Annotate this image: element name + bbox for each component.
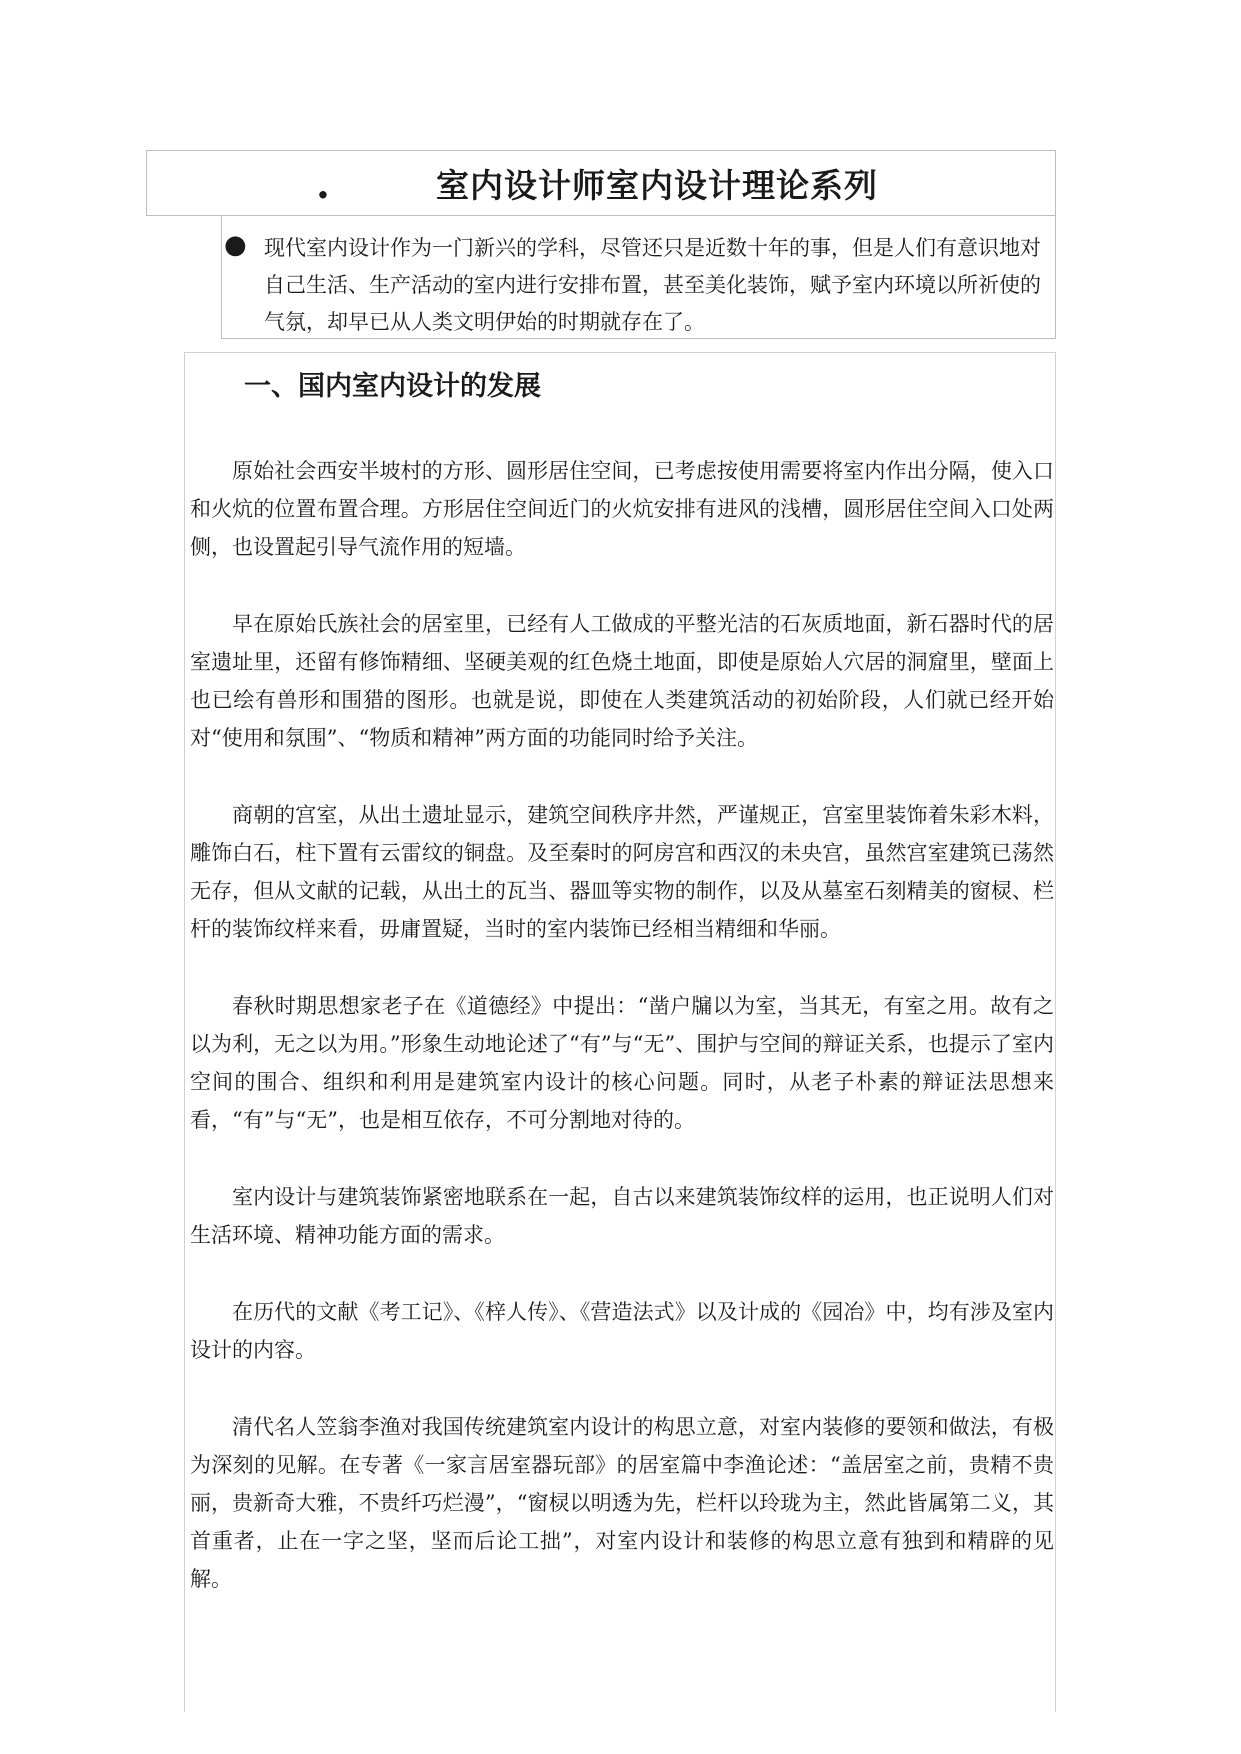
paragraph: 室内设计与建筑装饰紧密地联系在一起，自古以来建筑装饰纹样的运用，也正说明人们对生活环境、精神功能方面的需求。	[190, 1185, 1054, 1247]
paragraph: 早在原始氏族社会的居室里，已经有人工做成的平整光洁的石灰质地面，新石器时代的居室遗址里，还留有修饰精细、坚硬美观的红色烧土地面，即使是原始人穴居的洞窟里，壁面上也已绘有兽形和围猎的图形。也就是说，即使在人类建筑活动的初始阶段，人们就已经开始对“使用和氛围”、“物质和精神”两方面的功能同时给予关注。	[190, 612, 1054, 750]
intro-paragraph: 现代室内设计作为一门新兴的学科，尽管还只是近数十年的事，但是人们有意识地对自己生活、生产活动的室内进行安排布置，甚至美化装饰，赋予室内环境以所祈使的气氛，却早已从人类文明伊始的时期就存在了。	[264, 236, 1041, 334]
intro-bullet: ●	[224, 230, 247, 260]
paragraph: 清代名人笠翁李渔对我国传统建筑室内设计的构思立意，对室内装修的要领和做法，有极为深刻的见解。在专著《一家言居室器玩部》的居室篇中李渔论述：“盖居室之前，贵精不贵丽，贵新奇大雅，不贵纤巧烂漫”，“窗棂以明透为先，栏杆以玲珑为主，然此皆属第二义，其首重者，止在一字之坚，坚而后论工拙”，对室内设计和装修的构思立意有独到和精辟的见解。	[190, 1415, 1054, 1591]
title-bullet: .	[316, 161, 330, 208]
body-text	[190, 452, 1054, 1637]
page-title: 室内设计师室内设计理论系列	[436, 166, 878, 205]
paragraph: 商朝的宫室，从出土遗址显示，建筑空间秩序井然，严谨规正，宫室里装饰着朱彩木料，雕饰白石，柱下置有云雷纹的铜盘。及至秦时的阿房宫和西汉的未央宫，虽然宫室建筑已荡然无存，但从文献的记载，从出土的瓦当、器皿等实物的制作，以及从墓室石刻精美的窗棂、栏杆的装饰纹样来看，毋庸置疑，当时的室内装饰已经相当精细和华丽。	[190, 803, 1054, 941]
paragraph: 春秋时期思想家老子在《道德经》中提出：“凿户牖以为室，当其无，有室之用。故有之以为利，无之以为用。”形象生动地论述了“有”与“无”、围护与空间的辩证关系，也提示了室内空间的围合、组织和利用是建筑室内设计的核心问题。同时，从老子朴素的辩证法思想来看，“有”与“无”，也是相互依存，不可分割地对待的。	[190, 994, 1054, 1132]
section-heading: 一、国内室内设计的发展	[244, 371, 541, 402]
paragraph: 原始社会西安半坡村的方形、圆形居住空间，已考虑按使用需要将室内作出分隔，使入口和火炕的位置布置合理。方形居住空间近门的火炕安排有进风的浅槽，圆形居住空间入口处两侧，也设置起引导气流作用的短墙。	[190, 459, 1054, 559]
paragraph: 在历代的文献《考工记》、《梓人传》、《营造法式》以及计成的《园冶》中，均有涉及室内设计的内容。	[190, 1300, 1054, 1362]
